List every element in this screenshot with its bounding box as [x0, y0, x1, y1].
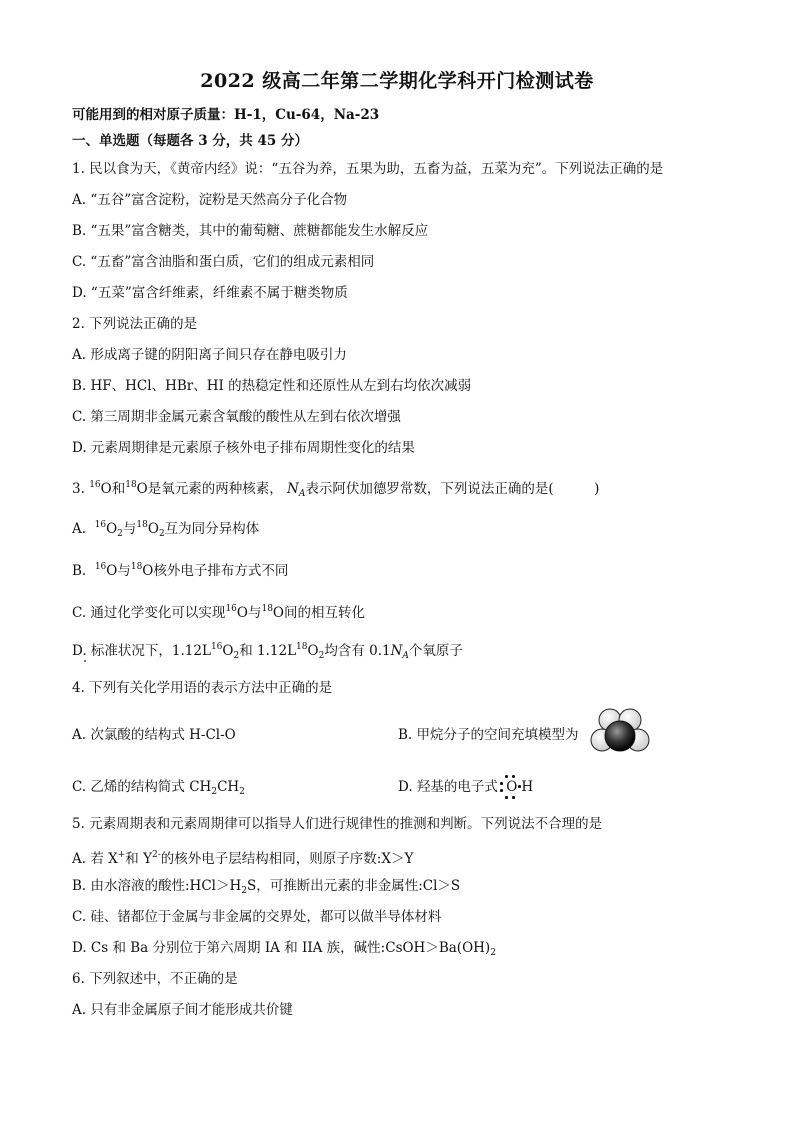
- section-heading: 一、单选题（每题各 3 分，共 45 分）: [72, 133, 308, 149]
- q1-option-b: B. “五果”富含糖类，其中的葡萄糖、蔗糖都能发生水解反应: [72, 223, 429, 239]
- q2-stem: 2. 下列说法正确的是: [72, 316, 198, 332]
- q5-option-d: D. Cs 和 Ba 分别位于第六周期 IA 和 IIA 族，碱性$:CsOH>Ba(OH)_2$: [72, 940, 496, 958]
- q1-option-c: C. “五畜”富含油脂和蛋白质，它们的组成元素相同: [72, 254, 375, 270]
- avogadro-symbol: N: [287, 481, 299, 497]
- q3-option-d: D. 标准状况下，$1.12L^{16}O_2$和 $1.12L^{18}O_2$均含有 $0.1N_A$个氧原子: [72, 642, 463, 661]
- q2-option-b: B. HF、HCl、HBr、HI 的热稳定性和还原性从左到右均依次减弱: [72, 378, 472, 394]
- q3-option-a: A. $^{16}O_2$与$^{18}O_2$互为同分异构体: [72, 520, 260, 539]
- q5-stem: 5. 元素周期表和元素周期律可以指导人们进行规律性的推测和判断。下列说法不合理的是: [72, 816, 603, 832]
- q1-option-d: D. “五菜”富含纤维素，纤维素不属于糖类物质: [72, 285, 348, 301]
- q4-option-d: D. 羟基的电子式 O H: [398, 778, 533, 796]
- q6-stem: 6. 下列叙述中，不正确的是: [72, 971, 238, 987]
- q2-option-a: A. 形成离子键的阴阳离子间只存在静电吸引力: [72, 347, 347, 363]
- methane-space-filling-model-icon: [590, 706, 650, 762]
- atomic-mass-note: 可能用到的相对原子质量：H-1，Cu-64，Na-23: [72, 107, 380, 123]
- stray-dot: [84, 660, 86, 662]
- hydroxyl-electron-dots: O: [502, 778, 521, 796]
- q5-option-a: A. 若 X+和 $Y^{2-}$的核外电子层结构相同，则原子序数:X＞Y: [72, 850, 414, 867]
- q2-option-d: D. 元素周期律是元素原子核外电子排布周期性变化的结果: [72, 440, 415, 456]
- q3-option-c: C. 通过化学变化可以实现$^{16}$O与$^{18}$O间的相互转化: [72, 604, 365, 621]
- q3-option-b: B. $^{16}$O与$^{18}$O核外电子排布方式不同: [72, 562, 289, 579]
- q5-option-c: C. 硅、锗都位于金属与非金属的交界处，都可以做半导体材料: [72, 909, 442, 925]
- q1-stem: 1. 民以食为天，《黄帝内经》说：“五谷为养，五果为助，五畜为益，五菜为充”。下列说法正确的是: [72, 161, 664, 177]
- q2-option-c: C. 第三周期非金属元素含氧酸的酸性从左到右依次增强: [72, 409, 401, 425]
- q4-option-c: C. 乙烯的结构简式 $CH_2CH_2$: [72, 779, 245, 797]
- q6-option-a: A. 只有非金属原子间才能形成共价键: [72, 1002, 293, 1018]
- page-title: 2022 级高二年第二学期化学科开门检测试卷: [200, 70, 594, 92]
- q5-option-b: B. 由水溶液的酸性$:HCl>H_2S$，可推断出元素的非金属性:Cl＞S: [72, 878, 461, 896]
- q1-option-a: A. “五谷”富含淀粉，淀粉是天然高分子化合物: [72, 192, 348, 208]
- q4-option-b: B. 甲烷分子的空间充填模型为: [398, 727, 579, 743]
- q4-stem: 4. 下列有关化学用语的表示方法中正确的是: [72, 680, 333, 696]
- q4-option-a: A. 次氯酸的结构式 H-Cl-O: [72, 727, 236, 743]
- q3-stem: 3. $^{16}$O和$^{18}$O是氧元素的两种核素， $N_A$表示阿伏加德罗常数，下列说法正确的是( ): [72, 480, 600, 499]
